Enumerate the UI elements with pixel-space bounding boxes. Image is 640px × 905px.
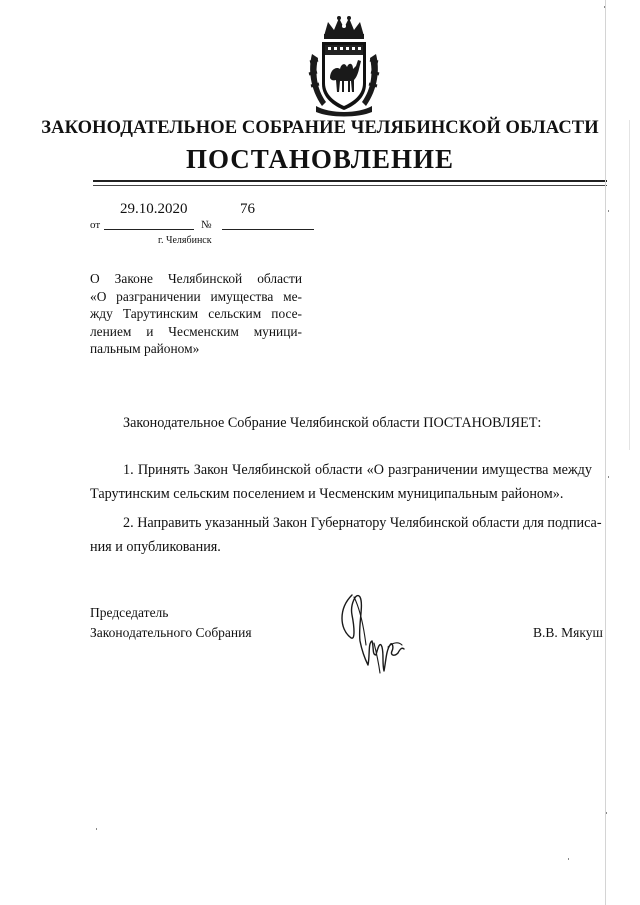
subject-line: пальным районом» [90, 341, 200, 356]
subject-line: О Законе Челябинской области [90, 271, 302, 286]
subject-line: «О разграничении имущества ме- [90, 288, 302, 304]
scan-edge-line [605, 0, 606, 905]
document-date: 29.10.2020 [120, 201, 188, 217]
subject-line: жду Тарутинским сельским посе- [90, 306, 302, 321]
scan-speck [608, 210, 609, 212]
document-type-title: ПОСТАНОВЛЕНИЕ [185, 144, 455, 174]
document-number: 76 [240, 201, 255, 217]
scan-speck [608, 476, 609, 478]
scan-speck [604, 6, 605, 8]
resolution-item-2 [90, 511, 602, 559]
handwritten-signature [330, 585, 420, 677]
number-underline [222, 229, 314, 230]
header-rule-thin [93, 185, 607, 186]
number-label: № [201, 219, 212, 231]
preamble-text: Законодательное Собрание Челябинской области ПОСТАНОВЛЯЕТ: [123, 415, 542, 431]
scan-speck [568, 858, 569, 860]
scan-speck [96, 828, 97, 830]
city-label: г. Челябинск [158, 235, 212, 246]
signer-title-line-2: Законодательного Собрания [90, 625, 252, 640]
date-underline [104, 229, 194, 230]
item-2-line-2: ния и опубликования. [90, 539, 221, 555]
subject-line: лением и Чесменским муници- [90, 323, 302, 339]
resolution-item-1 [90, 458, 592, 506]
item-2-line-1: 2. Направить указанный Закон Губернатору Челябинской области для подписа- [123, 515, 602, 531]
header-rule-thick [93, 180, 607, 182]
scan-edge-line [629, 120, 630, 450]
coat-of-arms-icon [306, 14, 382, 118]
item-1-line-2: Тарутинским сельским поселением и Чесменским муниципальным районом». [90, 486, 564, 502]
signer-title-line-1: Председатель [90, 605, 169, 620]
signer-name: В.В. Мякуш [533, 625, 603, 640]
organization-title: ЗАКОНОДАТЕЛЬНОЕ СОБРАНИЕ ЧЕЛЯБИНСКОЙ ОБЛАСТИ [41, 118, 599, 138]
item-1-line-1: 1. Принять Закон Челябинской области «О разграничении имущества между [123, 462, 592, 478]
scan-speck [606, 812, 607, 814]
document-subject [90, 270, 302, 358]
date-label: от [90, 219, 101, 231]
